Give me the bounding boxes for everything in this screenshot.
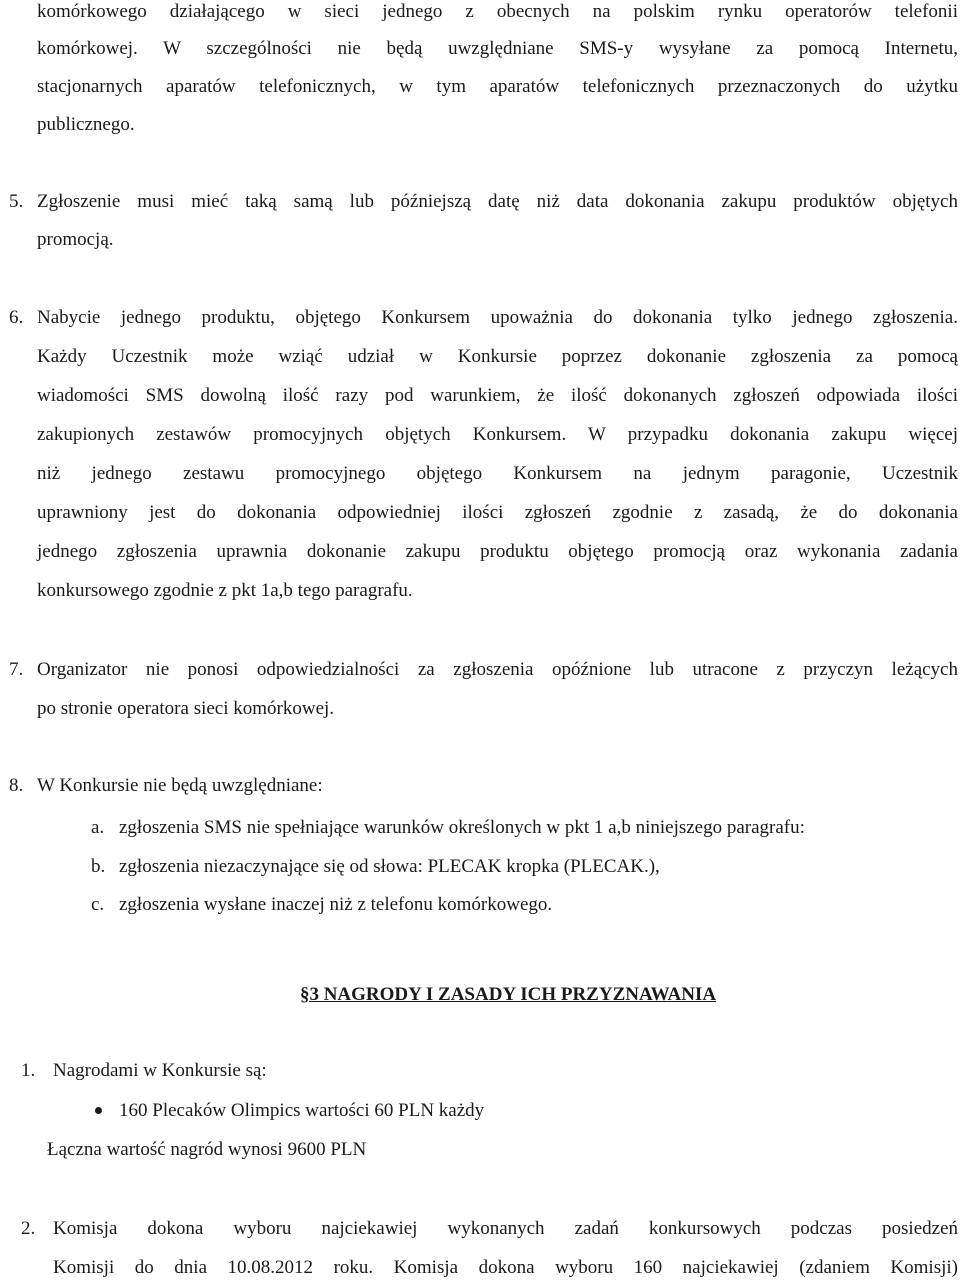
paragraph-6-line-4: zakupionych zestawów promocyjnych objętych Konkursem. W przypadku dokonania zakupu więcej — [37, 424, 958, 445]
bullet-dot-icon — [95, 1107, 102, 1114]
paragraph-6-number: 6. — [9, 307, 24, 328]
paragraph-6-line-8: konkursowego zgodnie z pkt 1a,b tego paragrafu. — [37, 580, 413, 601]
paragraph-6-line-2: Każdy Uczestnik może wziąć udział w Konkursie poprzez dokonanie zgłoszenia za pomocą — [37, 346, 958, 367]
paragraph-8-number: 8. — [9, 775, 24, 796]
section-3-item-1-number: 1. — [21, 1060, 36, 1081]
section-3-item-2-number: 2. — [21, 1218, 36, 1239]
paragraph-6-line-7: jednego zgłoszenia uprawnia dokonanie zakupu produktu objętego promocją oraz wykonania zadania — [37, 541, 958, 562]
paragraph-5-line-2: promocją. — [37, 229, 114, 250]
paragraph-5-line-1: Zgłoszenie musi mieć taką samą lub późniejszą datę niż data dokonania zakupu produktów objętych — [37, 191, 958, 212]
paragraph-7-number: 7. — [9, 659, 24, 680]
intro-line-1: komórkowego działającego w sieci jednego z obecnych na polskim rynku operatorów telefonii — [37, 1, 958, 22]
section-3-item-2-line-1: Komisja dokona wyboru najciekawiej wykonanych zadań konkursowych podczas posiedzeń — [53, 1218, 958, 1239]
paragraph-6-line-6: uprawniony jest do dokonania odpowiedniej ilości zgłoszeń zgodnie z zasadą, że do dokonania — [37, 502, 958, 523]
section-3-item-2-line-2: Komisji do dnia 10.08.2012 roku. Komisja dokona wyboru 160 najciekawiej (zdaniem Komisji) — [53, 1257, 958, 1278]
prize-total-text: Łączna wartość nagród wynosi 9600 PLN — [47, 1139, 367, 1160]
list-item-b-letter: b. — [91, 856, 106, 877]
list-item-b-text: zgłoszenia niezaczynające się od słowa: PLECAK kropka (PLECAK.), — [119, 856, 660, 877]
list-item-c-letter: c. — [91, 894, 105, 915]
intro-line-2: komórkowej. W szczególności nie będą uwzględniane SMS-y wysyłane za pomocą Internetu, — [37, 38, 958, 59]
list-item-c-text: zgłoszenia wysłane inaczej niż z telefonu komórkowego. — [119, 894, 553, 915]
paragraph-6-line-3: wiadomości SMS dowolną ilość razy pod warunkiem, że ilość dokonanych zgłoszeń odpowiada ilości — [37, 385, 958, 406]
paragraph-8-text: W Konkursie nie będą uwzględniane: — [37, 775, 323, 796]
intro-line-4: publicznego. — [37, 114, 135, 135]
section-3-heading: §3 NAGRODY I ZASADY ICH PRZYZNAWANIA — [299, 984, 717, 1005]
paragraph-6-line-1: Nabycie jednego produktu, objętego Konkursem upoważnia do dokonania tylko jednego zgłoszenia. — [37, 307, 958, 328]
paragraph-6-line-5: niż jednego zestawu promocyjnego objętego Konkursem na jednym paragonie, Uczestnik — [37, 463, 958, 484]
list-item-a-text: zgłoszenia SMS nie spełniające warunków określonych w pkt 1 a,b niniejszego paragrafu: — [119, 817, 805, 838]
section-3-item-1-text: Nagrodami w Konkursie są: — [53, 1060, 267, 1081]
intro-line-3: stacjonarnych aparatów telefonicznych, w tym aparatów telefonicznych przeznaczonych do użytku — [37, 76, 958, 97]
list-item-a-letter: a. — [91, 817, 105, 838]
prize-bullet-text: 160 Plecaków Olimpics wartości 60 PLN każdy — [119, 1100, 485, 1121]
paragraph-7-line-1: Organizator nie ponosi odpowiedzialności za zgłoszenia opóźnione lub utracone z przyczyn leżących — [37, 659, 958, 680]
paragraph-5-number: 5. — [9, 191, 24, 212]
paragraph-7-line-2: po stronie operatora sieci komórkowej. — [37, 698, 335, 719]
